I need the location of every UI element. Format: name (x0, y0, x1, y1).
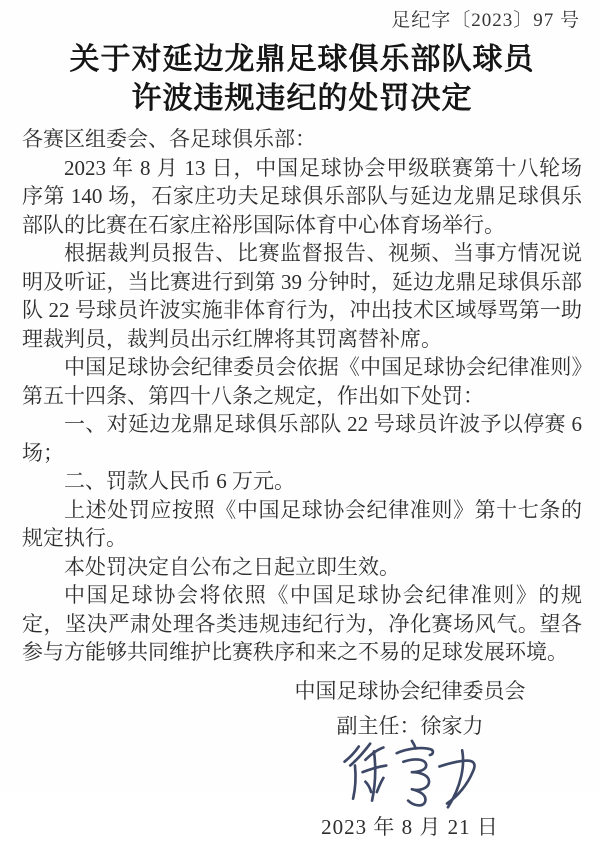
body-paragraph-penalty-1: 一、对延边龙鼎足球俱乐部队 22 号球员许波予以停赛 6 场； (22, 412, 582, 465)
document-body (22, 125, 582, 667)
body-paragraph-execution: 上述处罚应按照《中国足球协会纪律准则》第十七条的规定执行。 (22, 497, 582, 550)
closing-date: 2023 年 8 月 21 日 (321, 814, 499, 839)
salutation: 各赛区组委会、各足球俱乐部： (22, 127, 316, 151)
doc-number: 足纪字〔2023〕97 号 (391, 10, 580, 31)
closing-block (290, 677, 530, 841)
body-paragraph-effective: 本处罚决定自公布之日起立即生效。 (64, 554, 400, 579)
document-title (22, 40, 582, 118)
title-line-1: 关于对延边龙鼎足球俱乐部队球员 (69, 43, 535, 76)
closing-org: 中国足球协会纪律委员会 (294, 678, 526, 703)
closing-signer-title: 副主任：徐家力 (336, 713, 484, 738)
body-paragraph-match-info: 2023 年 8 月 13 日，中国足球协会甲级联赛第十八轮场序第 140 场，石家庄功夫足球俱乐部队与延边龙鼎足球俱乐部队的比赛在石家庄裕彤国际体育中心体育场举行。 (22, 155, 582, 237)
handwritten-signature-image (332, 738, 488, 812)
body-paragraph-penalty-2: 二、罚款人民币 6 万元。 (64, 469, 295, 493)
title-line-2: 许波违规违纪的处罚决定 (131, 82, 473, 115)
body-paragraph-incident: 根据裁判员报告、比赛监督报告、视频、当事方情况说明及听证，当比赛进行到第 39 分钟时，延边龙鼎足球俱乐部队 22 号球员许波实施非体育行为，冲出技术区域辱骂第一助理裁判员，裁判员出示红牌将其罚离替补席。 (22, 241, 582, 351)
body-paragraph-statement: 中国足球协会将依照《中国足球协会纪律准则》的规定，坚决严肃处理各类违规违纪行为，净化赛场风气。望各参与方能够共同维护比赛秩序和来之不易的足球发展环境。 (22, 583, 582, 664)
body-paragraph-basis: 中国足球协会纪律委员会依据《中国足球协会纪律准则》第五十四条、第四十八条之规定，作出如下处罚： (22, 355, 582, 408)
